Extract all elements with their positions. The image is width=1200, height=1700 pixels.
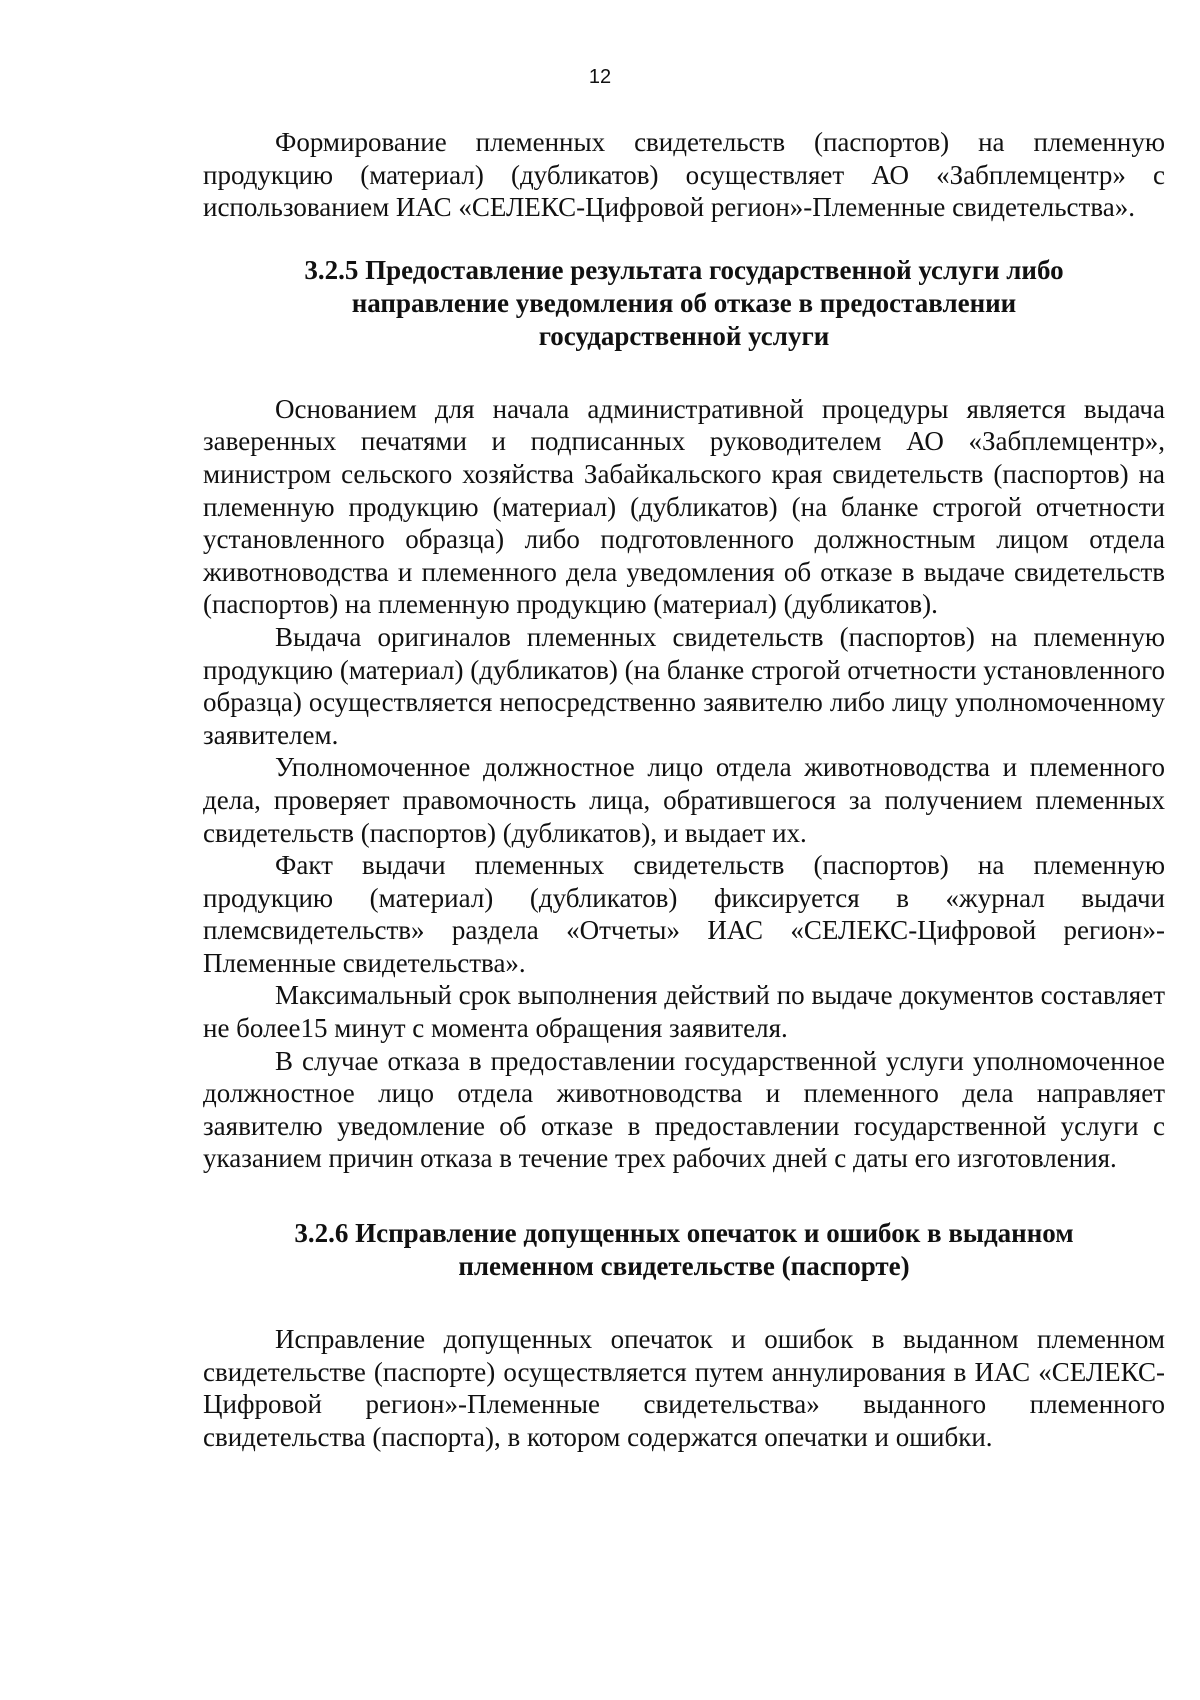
section-325-paragraph-2: Выдача оригиналов племенных свидетельств (паспортов) на племенную продукцию (материал) (дубликатов) (на бланке строгой отчетности установленного образца) осуществляется непосредственно заявителю либо лицу уполномоченному заявителем. — [203, 621, 1165, 750]
section-326-paragraph-1: Исправление допущенных опечаток и ошибок в выданном племенном свидетельстве (паспорте) осуществляется путем аннулирования в ИАС «СЕЛЕКС-Цифровой регион»-Племенные свидетельства» выданного племенного свидетельства (паспорта), в котором содержатся опечатки и ошибки. — [203, 1324, 1165, 1452]
section-325-paragraph-6: В случае отказа в предоставлении государственной услуги уполномоченное должностное лицо отдела животноводства и племенного дела направляет заявителю уведомление об отказе в предоставлении государственной услуги с указанием причин отказа в течение трех рабочих дней с даты его изготовления. — [203, 1045, 1165, 1174]
section-heading-3-2-5: 3.2.5 Предоставление результата государственной услуги либо направление уведомления об отказе в предоставлении государственной услуги — [304, 254, 1064, 351]
page-number: 12 — [588, 66, 612, 88]
section-325-paragraph-4: Факт выдачи племенных свидетельств (паспортов) на племенную продукцию (материал) (дубликатов) фиксируется в «журнал выдачи племсвидетельств» раздела «Отчеты» ИАС «СЕЛЕКС-Цифровой регион»-Племенные свидетельства». — [203, 850, 1165, 978]
section-325-paragraph-1: Основанием для начала административной процедуры является выдача заверенных печатями и подписанных руководителем АО «Забплемцентр», министром сельского хозяйства Забайкальского края свидетельств (паспортов) на племенную продукцию (материал) (дубликатов) (на бланке строгой отчетности установленного образца) либо подготовленного должностным лицом отдела животноводства и племенного дела уведомления об отказе в выдаче свидетельств (паспортов) на племенную продукцию (материал) (дубликатов). — [203, 393, 1165, 620]
section-325-paragraph-3: Уполномоченное должностное лицо отдела животноводства и племенного дела, проверяет правомочность лица, обратившегося за получением племенных свидетельств (паспортов) (дубликатов), и выдает их. — [203, 752, 1165, 848]
document-body — [203, 126, 1165, 1453]
section-heading-3-2-6: 3.2.6 Исправление допущенных опечаток и ошибок в выданном племенном свидетельстве (паспорте) — [294, 1218, 1074, 1282]
section-325-paragraph-5: Максимальный срок выполнения действий по выдаче документов составляет не более15 минут с момента обращения заявителя. — [203, 980, 1165, 1044]
intro-paragraph: Формирование племенных свидетельств (паспортов) на племенную продукцию (материал) (дубликатов) осуществляет АО «Забплемцентр» с использованием ИАС «СЕЛЕКС-Цифровой регион»-Племенные свидетельства». — [203, 127, 1165, 223]
